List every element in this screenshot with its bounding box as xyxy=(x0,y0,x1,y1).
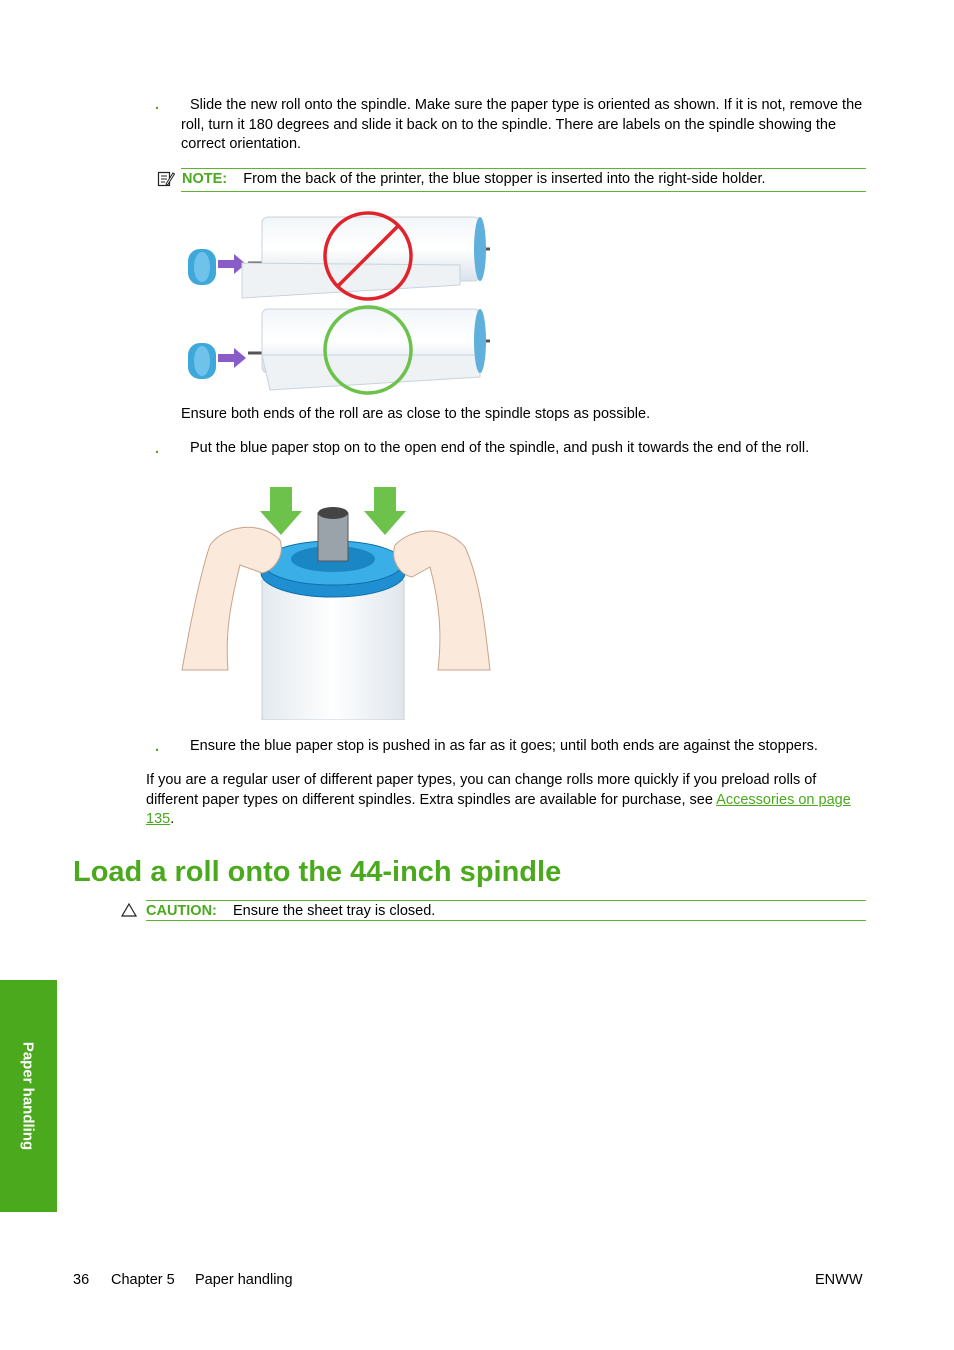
step-1-text: Slide the new roll onto the spindle. Make sure the paper type is oriented as shown. If it is not, remove the roll, turn it 180 degrees and slide it back on to the spindle. There are labels on the spindle showing the correct orientation. xyxy=(181,97,863,152)
note xyxy=(182,170,766,189)
footer-chapter: Chapter 5 xyxy=(111,1272,175,1288)
note-bottom-rule xyxy=(181,191,866,192)
step-3-text: Ensure the blue paper stop is pushed in as far as it goes; until both ends are against the stoppers. xyxy=(190,738,818,754)
section-heading: Load a roll onto the 44-inch spindle xyxy=(73,856,562,888)
roll-orientation-illustration xyxy=(180,205,490,395)
right-hand xyxy=(394,531,490,670)
step-2-text: Put the blue paper stop on to the open end of the spindle, and push it towards the end of the roll. xyxy=(190,440,810,456)
arrow-icon xyxy=(218,348,246,368)
step-3-number: . xyxy=(155,739,160,755)
footer-page-number: 36 xyxy=(73,1272,90,1288)
paper-stop-illustration xyxy=(180,485,492,720)
preload-paragraph xyxy=(146,771,871,830)
wrong-roll xyxy=(188,213,490,299)
accessories-link[interactable]: Accessories on page 135 xyxy=(146,791,851,827)
step-1-number: . xyxy=(155,97,160,113)
note-top-rule xyxy=(181,168,866,169)
note-label: NOTE: xyxy=(182,171,228,187)
caution-label: CAUTION: xyxy=(146,903,217,919)
caution-icon xyxy=(121,902,137,922)
note-text: From the back of the printer, the blue stopper is inserted into the right-side holder. xyxy=(243,171,766,187)
side-tab-label: Paper handling xyxy=(19,1041,37,1151)
note-icon xyxy=(157,170,175,192)
correct-roll xyxy=(188,307,490,393)
down-arrow-icon xyxy=(260,487,302,535)
step-2-number: . xyxy=(155,441,160,457)
caution xyxy=(146,902,435,920)
paragraph-end: . xyxy=(170,811,175,827)
footer-chapter-title: Paper handling xyxy=(195,1272,293,1288)
down-arrow-icon xyxy=(364,487,406,535)
footer-locale: ENWW xyxy=(815,1272,863,1288)
caution-text: Ensure the sheet tray is closed. xyxy=(233,903,436,919)
preload-text: If you are a regular user of different paper types, you can change rolls more quickly if you preload rolls of different paper types on different spindles. Extra spindles are available for purchase, see xyxy=(146,772,817,808)
caution-top-rule xyxy=(146,900,866,901)
caution-bottom-rule xyxy=(146,920,866,921)
ensure-text: Ensure both ends of the roll are as close to the spindle stops as possible. xyxy=(181,406,651,422)
